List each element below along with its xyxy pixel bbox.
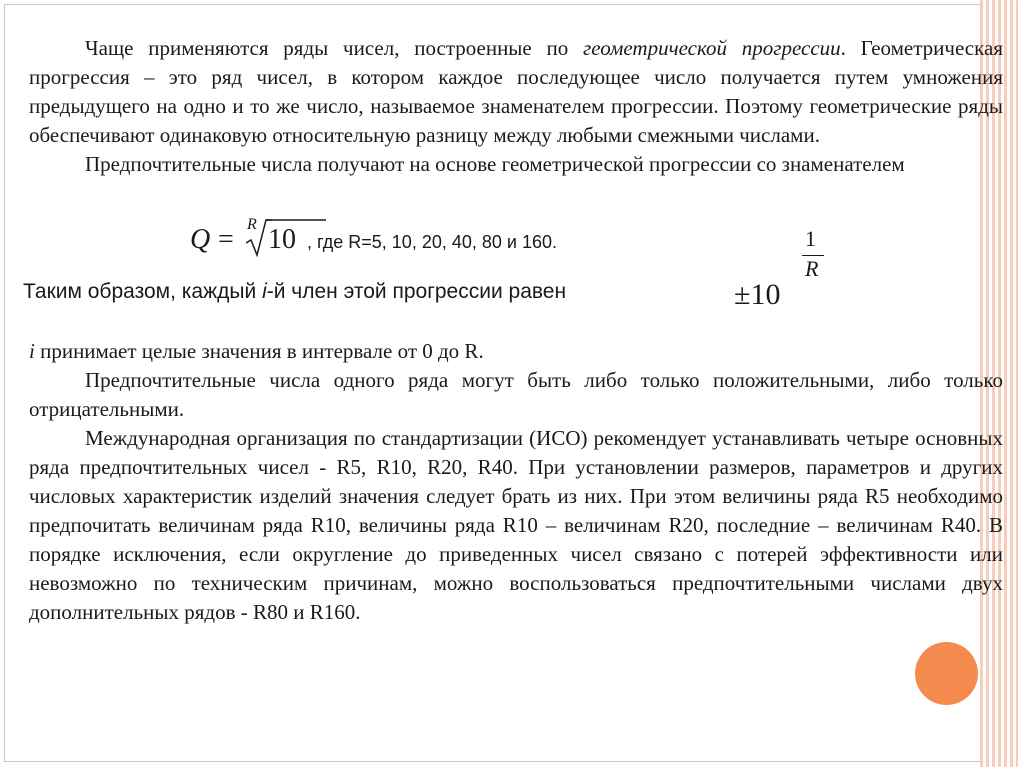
i-em: i	[29, 339, 35, 363]
formula-where-text: , где R=5, 10, 20, 40, 80 и 160.	[307, 232, 557, 252]
formula-power	[734, 226, 834, 316]
term-line-b: -й член этой прогрессии равен	[266, 280, 567, 303]
para1-text-b: . Геометрическая прогрессия – это ряд чисел, в котором каждое последующее число получается путем умножения предыдущего на одно и то же число, называемое знаменателем прогрессии. Поэтому геометрические ряды обеспечивают одинаковую относительную разницу между любыми смежными числами.	[29, 36, 1003, 147]
paragraph-sign: Предпочтительные числа одного ряда могут быть либо только положительными, либо только отрицательными.	[29, 368, 1003, 421]
top-text	[29, 34, 1003, 179]
stripes-edge	[1018, 0, 1024, 767]
power-base: ±10	[734, 278, 781, 311]
formula-q-var: Q	[190, 224, 211, 255]
para1-em: геометрической прогрессии	[583, 36, 841, 60]
formula-q-index: R	[247, 216, 257, 233]
formula-q-radicand: 10	[268, 224, 296, 255]
paragraph-iso: Международная организация по стандартизации (ИСО) рекомендует устанавливать четыре основных ряда предпочтительных чисел - R5, R10, R20, R40. При установлении размеров, параметров и других числовых характеристик изделий значения следует брать из них. При этом величины ряда R5 необходимо предпочитать величинам ряда R10, величины ряда R10 – величинам R20, последние – величинам R40. В порядке исключения, если округление до приведенных чисел связано с потерей эффективности или невозможно по техническим причинам, можно воспользоваться предпочтительными числами двух дополнительных рядов - R80 и R160.	[29, 426, 1003, 624]
orange-circle-decoration	[915, 642, 978, 705]
para1-text-a: Чаще применяются ряды чисел, построенные по	[85, 36, 584, 60]
term-line	[23, 280, 566, 304]
i-values-text: принимает целые значения в интервале от 0 до R.	[34, 339, 484, 363]
formula-q-eq: =	[218, 224, 234, 255]
paragraph-i-values	[29, 337, 1003, 366]
term-line-a: Таким образом, каждый	[23, 280, 263, 303]
paragraph-preferred-numbers: Предпочтительные числа получают на основе геометрической прогрессии со знаменателем	[85, 152, 905, 176]
term-line-em: i	[262, 280, 267, 303]
radical-overline	[266, 219, 326, 221]
power-numerator: 1	[805, 226, 816, 251]
power-denominator: R	[805, 256, 819, 281]
bottom-text	[29, 337, 1003, 627]
paragraph-geometric-progression	[29, 34, 1003, 150]
